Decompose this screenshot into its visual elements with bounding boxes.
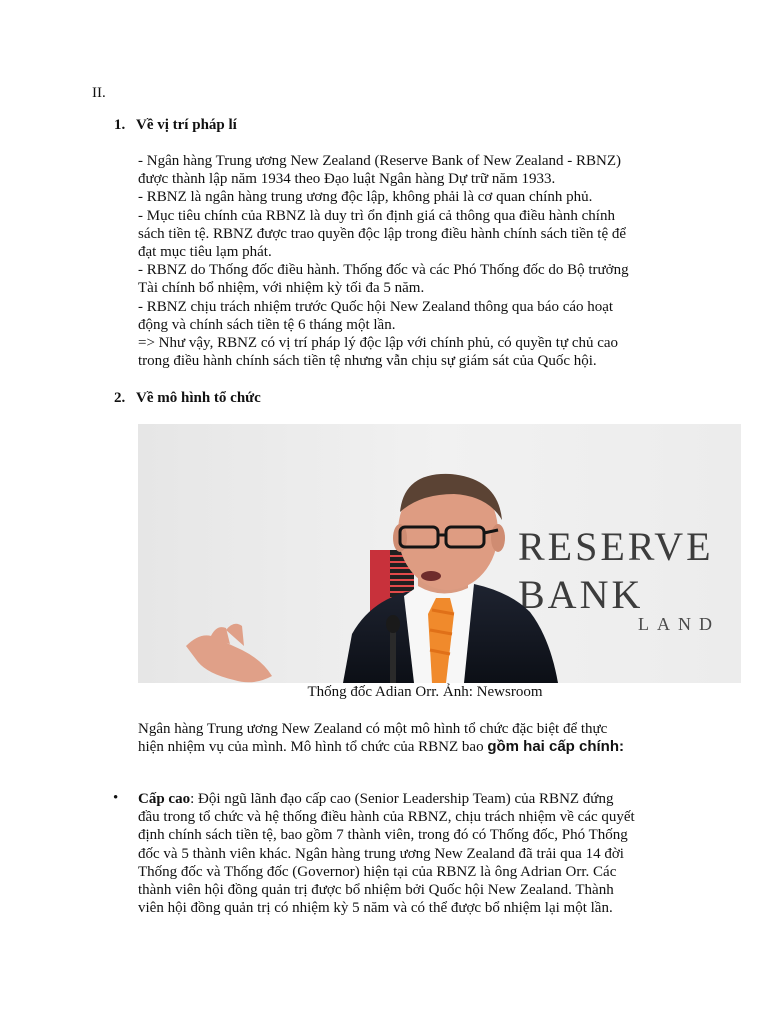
section-number: II.	[92, 85, 106, 101]
text-line: Tài chính bổ nhiệm, với nhiệm kỳ tối đa 5 năm.	[138, 280, 425, 297]
heading-number: 2.	[114, 390, 126, 406]
text-line: Ngân hàng Trung ương New Zealand có một mô hình tổ chức đặc biệt để thực	[138, 721, 608, 737]
text-line: viên hội đồng quản trị có nhiệm kỳ 5 năm và có thể được bổ nhiệm lại một lần.	[138, 900, 613, 917]
bullet-label: Cấp cao	[138, 791, 191, 807]
heading-organization-model	[114, 390, 261, 407]
text-line: trong điều hành chính sách tiền tệ nhưng vẫn chịu sự giám sát của Quốc hội.	[138, 353, 597, 370]
photo-illustration	[138, 424, 741, 683]
text-line: được thành lập năm 1934 theo Đạo luật Ngân hàng Dự trữ năm 1933.	[138, 171, 556, 188]
bold-text: gồm hai cấp chính:	[487, 738, 625, 756]
text-line: - Ngân hàng Trung ương New Zealand (Reserve Bank of New Zealand - RBNZ)	[138, 153, 622, 169]
sign-text-bank: BANK	[518, 572, 644, 617]
text-line: sách tiền tệ. RBNZ được trao quyền độc lập trong điều hành chính sách tiền tệ để	[138, 225, 627, 242]
heading-number: 1.	[114, 117, 126, 133]
governor-photo	[138, 424, 741, 683]
bullet-point: •	[113, 790, 119, 806]
text-line: định chính sách tiền tệ, bao gồm 7 thành viên, trong đó có Thống đốc, Phó Thống	[138, 827, 628, 844]
text-line	[138, 738, 738, 756]
text-line: - Mục tiêu chính của RBNZ là duy trì ổn định giá cả thông qua điều hành chính	[138, 207, 615, 224]
text-line: đốc và 5 thành viên khác. Ngân hàng trung ương New Zealand đã trải qua 14 đời	[138, 845, 624, 862]
text-line: động và chính sách tiền tệ 6 tháng một lần.	[138, 316, 396, 333]
text-line: đầu trong tổ chức và hệ thống điều hành của RBNZ, chịu trách nhiệm về các quyết	[138, 809, 635, 826]
text-span: : Đội ngũ lãnh đạo cấp cao (Senior Leadership Team) của RBNZ đứng	[190, 791, 614, 807]
text-span: hiện nhiệm vụ của mình. Mô hình tổ chức của RBNZ bao	[138, 739, 488, 756]
senior-level-paragraph	[138, 790, 738, 917]
text-line: Thống đốc và Thống đốc (Governor) hiện tại của RBNZ là ông Adrian Orr. Các	[138, 863, 617, 880]
legal-position-paragraph	[138, 152, 738, 370]
text-line: - RBNZ chịu trách nhiệm trước Quốc hội New Zealand thông qua báo cáo hoạt	[138, 298, 614, 315]
sign-text-reserve: RESERVE	[518, 524, 714, 569]
text-line: - RBNZ do Thống đốc điều hành. Thống đốc và các Phó Thống đốc do Bộ trưởng	[138, 262, 629, 279]
heading-title: Về vị trí pháp lí	[136, 117, 237, 133]
text-line: thành viên hội đồng quản trị được bổ nhiệm bởi Quốc hội New Zealand. Thành	[138, 882, 614, 899]
sign-text-land: LAND	[638, 614, 720, 634]
heading-title: Về mô hình tổ chức	[136, 390, 261, 406]
heading-legal-position	[114, 117, 237, 134]
photo-caption: Thống đốc Adian Orr. Ảnh: Newsroom	[307, 684, 543, 700]
organization-intro-paragraph	[138, 720, 738, 756]
text-line: => Như vậy, RBNZ có vị trí pháp lý độc lập với chính phủ, có quyền tự chủ cao	[138, 335, 619, 352]
text-line: đạt mục tiêu lạm phát.	[138, 244, 272, 261]
text-line: - RBNZ là ngân hàng trung ương độc lập, không phải là cơ quan chính phủ.	[138, 189, 593, 206]
text-line	[138, 790, 738, 808]
